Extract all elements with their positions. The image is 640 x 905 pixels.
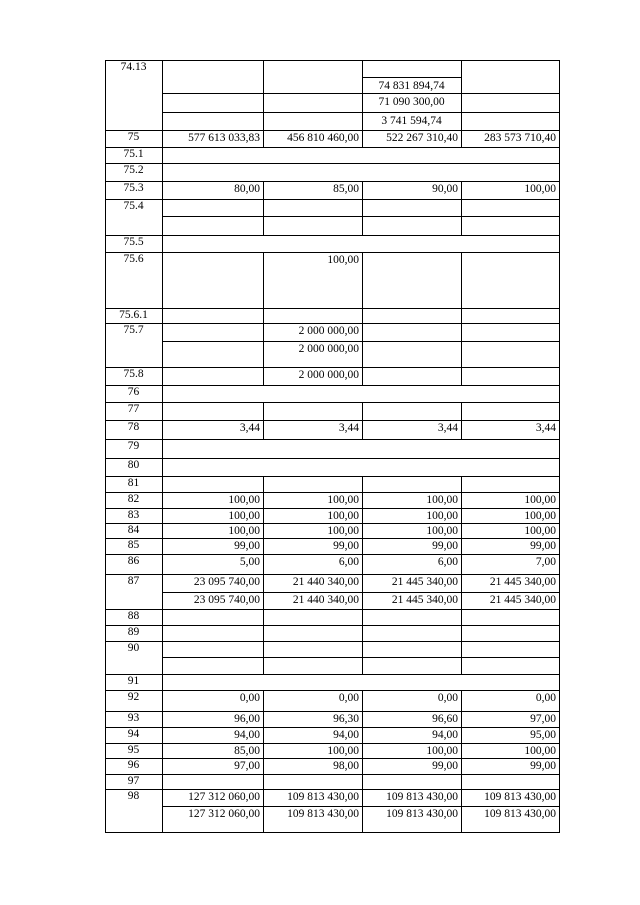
value-cell-3: 71 090 300,00 — [378, 96, 445, 108]
value-cell-2: 100,00 — [327, 494, 359, 506]
row-number: 74.13 — [120, 61, 147, 73]
value-cell-2: 3,44 — [338, 422, 359, 434]
value-cell-4: 100,00 — [524, 510, 556, 522]
value-cell-1: 100,00 — [228, 494, 260, 506]
value-cell-4: 0,00 — [535, 692, 556, 704]
value-cell-4: 100,00 — [524, 494, 556, 506]
row-number: 91 — [127, 675, 140, 687]
row-number: 75.8 — [123, 368, 144, 380]
value-cell-4: 97,00 — [530, 713, 556, 725]
table-row — [0, 385, 640, 402]
value-cell-1: 0,00 — [239, 692, 260, 704]
row-number: 75.1 — [123, 148, 144, 160]
value-cell-3: 99,00 — [432, 540, 458, 552]
table-row — [0, 130, 640, 147]
value-cell-1: 96,00 — [234, 713, 260, 725]
value-cell-1: 5,00 — [239, 556, 260, 568]
row-number: 78 — [127, 421, 140, 433]
value-cell-3: 21 445 340,00 — [391, 576, 458, 588]
table-row — [0, 657, 640, 674]
value-cell-2: 21 440 340,00 — [292, 594, 359, 606]
value-cell-3: 21 445 340,00 — [391, 594, 458, 606]
row-number: 97 — [127, 775, 140, 787]
row-number: 80 — [127, 459, 140, 471]
value-cell-1: 97,00 — [234, 760, 260, 772]
value-cell-3: 100,00 — [426, 510, 458, 522]
table-row — [0, 420, 640, 439]
table-row — [0, 592, 640, 609]
row-number: 93 — [127, 712, 140, 724]
value-cell-3: 0,00 — [437, 692, 458, 704]
row-number: 82 — [127, 493, 140, 505]
table-row — [0, 492, 640, 508]
value-cell-4: 100,00 — [524, 183, 556, 195]
table-row — [0, 147, 640, 163]
table-row — [0, 199, 640, 216]
value-cell-1: 577 613 033,83 — [188, 132, 260, 144]
row-number: 75.6 — [123, 253, 144, 265]
value-cell-2: 109 813 430,00 — [287, 791, 359, 803]
table-row — [0, 367, 640, 385]
value-cell-3: 100,00 — [426, 525, 458, 537]
value-cell-3: 100,00 — [426, 494, 458, 506]
row-number: 85 — [127, 539, 140, 551]
value-cell-3: 94,00 — [432, 729, 458, 741]
value-cell-2: 100,00 — [327, 745, 359, 757]
row-number: 79 — [127, 440, 140, 452]
table-row — [0, 216, 640, 235]
table-row — [0, 112, 640, 130]
value-cell-2: 456 810 460,00 — [287, 132, 359, 144]
value-cell-1: 127 312 060,00 — [188, 791, 260, 803]
table-row — [0, 538, 640, 554]
value-cell-4: 109 813 430,00 — [484, 808, 556, 820]
table-row — [0, 789, 640, 806]
value-cell-1: 3,44 — [239, 422, 260, 434]
value-cell-2: 85,00 — [333, 183, 359, 195]
table-row — [0, 60, 640, 77]
value-cell-3: 109 813 430,00 — [386, 791, 458, 803]
table-row — [0, 476, 640, 492]
table-row — [0, 774, 640, 789]
table-row — [0, 439, 640, 458]
table-row — [0, 758, 640, 774]
table-row — [0, 508, 640, 523]
table-row — [0, 181, 640, 199]
value-cell-4: 100,00 — [524, 745, 556, 757]
row-number: 96 — [127, 759, 140, 771]
row-number: 75.4 — [123, 200, 144, 212]
row-number: 89 — [127, 626, 140, 638]
value-cell-1: 100,00 — [228, 525, 260, 537]
table-row — [0, 690, 640, 711]
value-cell-1: 94,00 — [234, 729, 260, 741]
value-cell-2: 0,00 — [338, 692, 359, 704]
value-cell-3: 96,60 — [432, 713, 458, 725]
value-cell-3: 3,44 — [437, 422, 458, 434]
value-cell-1: 99,00 — [234, 540, 260, 552]
value-cell-2: 96,30 — [333, 713, 359, 725]
value-cell-3: 100,00 — [426, 745, 458, 757]
value-cell-2: 21 440 340,00 — [292, 576, 359, 588]
row-number: 92 — [127, 691, 140, 703]
row-number: 81 — [127, 477, 140, 489]
value-cell-2: 6,00 — [338, 556, 359, 568]
table-row — [0, 402, 640, 420]
value-cell-2: 94,00 — [333, 729, 359, 741]
row-number: 75.6.1 — [119, 309, 148, 321]
value-cell-4: 95,00 — [530, 729, 556, 741]
value-cell-1: 23 095 740,00 — [193, 576, 260, 588]
value-cell-4: 99,00 — [530, 760, 556, 772]
row-number: 84 — [127, 524, 140, 536]
value-cell-1: 85,00 — [234, 745, 260, 757]
row-number: 88 — [127, 610, 140, 622]
value-cell-4: 109 813 430,00 — [484, 791, 556, 803]
row-number: 77 — [127, 403, 140, 415]
value-cell-2: 2 000 000,00 — [298, 325, 359, 337]
table-row — [0, 727, 640, 743]
value-cell-2: 100,00 — [327, 254, 359, 266]
row-number: 75 — [127, 131, 140, 143]
table-row — [0, 323, 640, 341]
table-row — [0, 806, 640, 832]
value-cell-4: 21 445 340,00 — [489, 594, 556, 606]
value-cell-2: 100,00 — [327, 510, 359, 522]
value-cell-2: 98,00 — [333, 760, 359, 772]
value-cell-3: 74 831 894,74 — [378, 80, 445, 92]
value-cell-1: 80,00 — [234, 183, 260, 195]
value-cell-2: 100,00 — [327, 525, 359, 537]
value-cell-4: 21 445 340,00 — [489, 576, 556, 588]
table-row — [0, 163, 640, 181]
value-cell-2: 99,00 — [333, 540, 359, 552]
row-number: 98 — [127, 790, 140, 802]
table-row — [0, 609, 640, 625]
row-number: 75.3 — [123, 182, 144, 194]
table-row — [0, 252, 640, 308]
table-row — [0, 523, 640, 538]
value-cell-1: 23 095 740,00 — [193, 594, 260, 606]
row-number: 76 — [127, 386, 140, 398]
value-cell-2: 2 000 000,00 — [298, 369, 359, 381]
value-cell-2: 2 000 000,00 — [298, 343, 359, 355]
value-cell-1: 100,00 — [228, 510, 260, 522]
table-row — [0, 674, 640, 690]
row-number: 87 — [127, 575, 140, 587]
row-number: 75.7 — [123, 324, 144, 336]
table-row — [0, 77, 640, 93]
value-cell-4: 283 573 710,40 — [484, 132, 556, 144]
table-row — [0, 341, 640, 367]
value-cell-4: 7,00 — [535, 556, 556, 568]
value-cell-2: 109 813 430,00 — [287, 808, 359, 820]
table-row — [0, 235, 640, 252]
table-row — [0, 458, 640, 476]
value-cell-4: 99,00 — [530, 540, 556, 552]
table-row — [0, 574, 640, 592]
value-cell-4: 100,00 — [524, 525, 556, 537]
row-number: 86 — [127, 555, 140, 567]
value-cell-3: 6,00 — [437, 556, 458, 568]
table-row — [0, 554, 640, 574]
value-cell-3: 99,00 — [432, 760, 458, 772]
value-cell-3: 3 741 594,74 — [381, 115, 442, 127]
row-number: 95 — [127, 744, 140, 756]
table-row — [0, 743, 640, 758]
value-cell-3: 522 267 310,40 — [386, 132, 458, 144]
table-row — [0, 308, 640, 323]
row-number: 75.2 — [123, 164, 144, 176]
value-cell-3: 90,00 — [432, 183, 458, 195]
row-number: 75.5 — [123, 236, 144, 248]
table-row — [0, 93, 640, 112]
table-row — [0, 711, 640, 727]
value-cell-1: 127 312 060,00 — [188, 808, 260, 820]
row-number: 94 — [127, 728, 140, 740]
table-bottom-border — [105, 832, 560, 833]
row-number: 90 — [127, 642, 140, 654]
value-cell-3: 109 813 430,00 — [386, 808, 458, 820]
row-number: 83 — [127, 509, 140, 521]
table-row — [0, 641, 640, 657]
value-cell-4: 3,44 — [535, 422, 556, 434]
table-row — [0, 625, 640, 641]
